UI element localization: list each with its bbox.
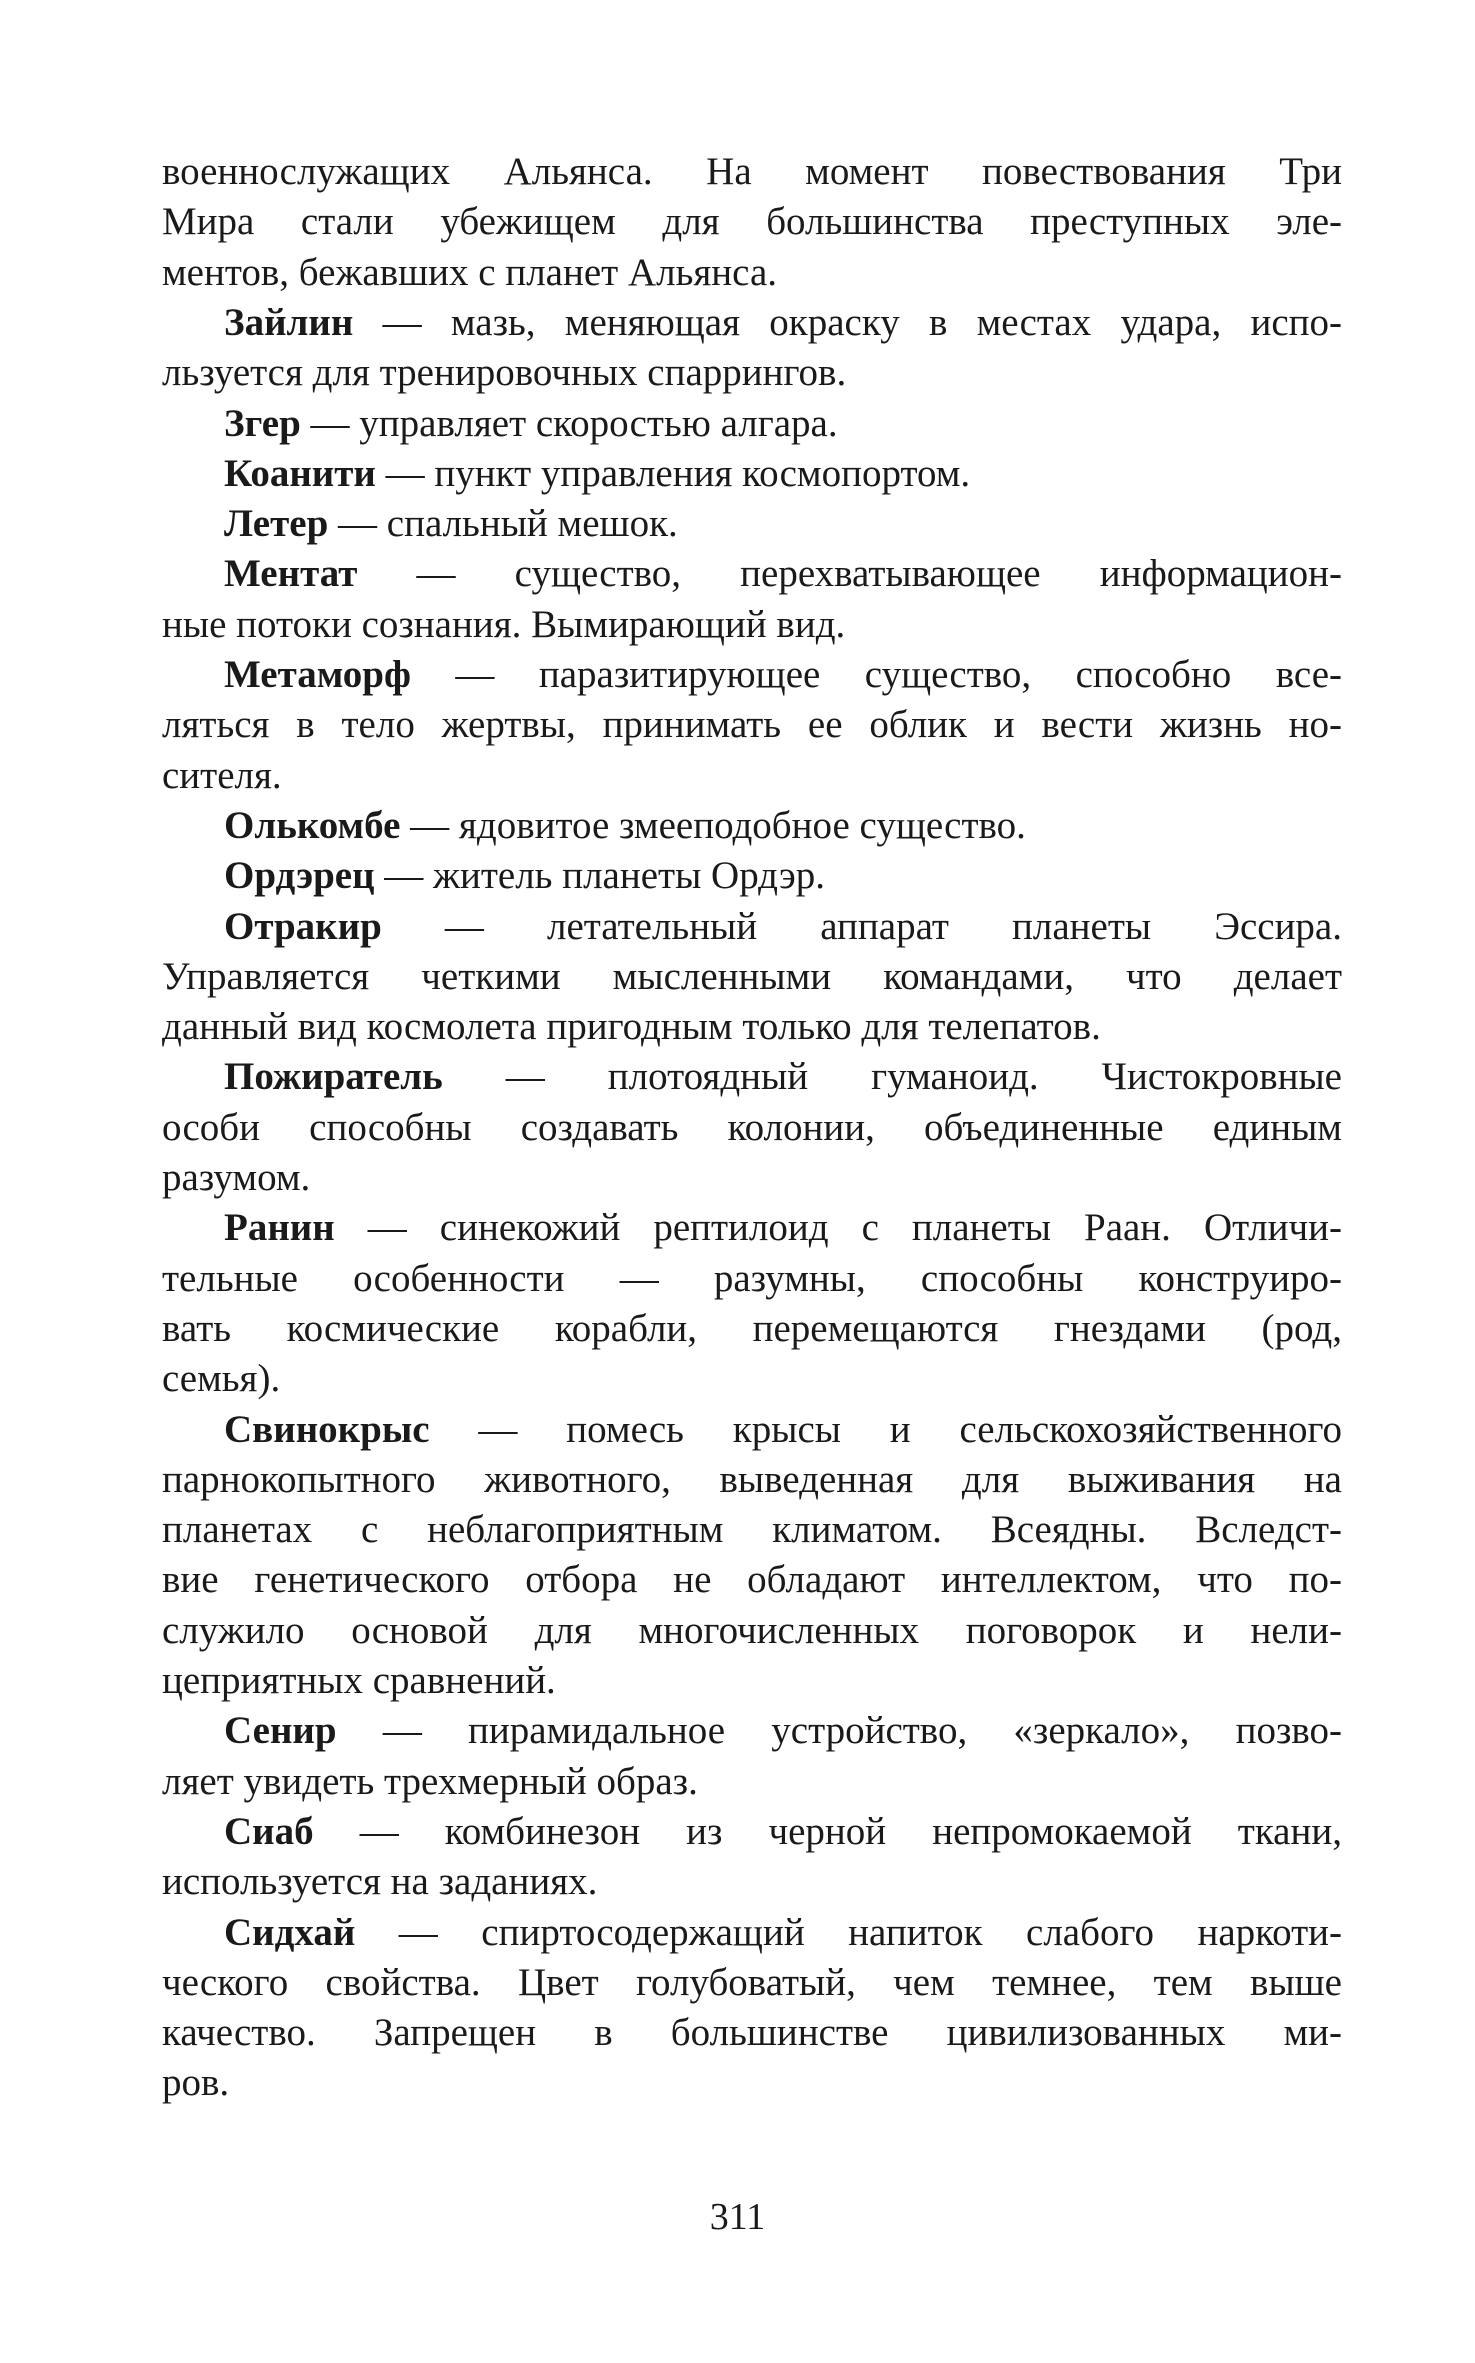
text-line [162, 197, 1342, 247]
text-line [162, 348, 1342, 398]
text-line [162, 600, 1342, 650]
text-line [162, 751, 1342, 801]
glossary-definition: — ядовитое змееподобное существо. [400, 803, 1026, 847]
glossary-term: Летер [224, 502, 329, 546]
glossary-definition: — спиртосодержащий напиток слабого наркоти- [355, 1910, 1342, 1954]
glossary-term: Отракир [224, 904, 382, 948]
glossary-term: Сенир [224, 1709, 337, 1753]
glossary-term: Зайлин [224, 300, 354, 344]
text-line [224, 549, 1342, 599]
glossary-term: Ордэрец [224, 854, 375, 898]
text-line [162, 700, 1342, 750]
glossary-definition: — паразитирующее существо, способно все- [410, 653, 1342, 696]
glossary-term: Згер [224, 401, 301, 445]
text-line [162, 1354, 1342, 1404]
text-line [162, 1153, 1342, 1203]
text-line [162, 1606, 1342, 1656]
text-line [162, 2008, 1342, 2058]
text-line [162, 1455, 1342, 1505]
line-text: ляться в тело жертвы, принимать ее облик и вести жизнь но- [162, 703, 1342, 747]
glossary-definition: — управляет скоростью алгара. [300, 401, 838, 445]
page-number: 311 [709, 2196, 766, 2238]
glossary-definition: — житель планеты Ордэр. [374, 854, 825, 898]
text-line [224, 902, 1342, 952]
glossary-term: Метаморф [224, 653, 411, 696]
glossary-definition: — помесь крысы и сельскохозяйственного [429, 1407, 1342, 1451]
glossary-term: Свинокрыс [224, 1407, 430, 1451]
text-line [162, 147, 1342, 197]
text-line [224, 1807, 1342, 1857]
text-line [224, 449, 1342, 499]
glossary-term: Пожиратель [224, 1055, 443, 1099]
text-line [224, 1405, 1342, 1455]
glossary-definition: — мазь, меняющая окраску в местах удара, испо- [353, 300, 1342, 344]
glossary-definition: — плотоядный гуманоид. Чистокровные [442, 1055, 1342, 1099]
line-text: качество. Запрещен в большинстве цивилизованных ми- [162, 2011, 1342, 2055]
line-text: тельные особенности — разумны, способны конструиро- [162, 1256, 1342, 1300]
text-line [224, 298, 1342, 348]
text-line [162, 248, 1342, 298]
line-text: используется на заданиях. [162, 1860, 598, 1904]
line-text: Мира стали убежищем для большинства преступных эле- [162, 200, 1342, 244]
line-text: ляет увидеть трехмерный образ. [162, 1759, 698, 1803]
text-line [224, 1203, 1342, 1253]
line-text: планетах с неблагоприятным климатом. Всеядны. Вследст- [162, 1508, 1342, 1552]
line-text: ческого свойства. Цвет голубоватый, чем темнее, тем выше [162, 1960, 1342, 2004]
glossary-definition: — синекожий рептилоид с планеты Раан. Отличи- [334, 1206, 1342, 1250]
text-line [224, 399, 1342, 449]
line-text: вие генетического отбора не обладают интеллектом, что по- [162, 1558, 1342, 1602]
text-line [162, 952, 1342, 1002]
text-line [224, 1052, 1342, 1102]
text-line [224, 1908, 1342, 1958]
glossary-definition: — существо, перехватывающее информацион- [357, 552, 1342, 596]
line-text: данный вид космолета пригодным только для телепатов. [162, 1005, 1101, 1049]
line-text: особи способны создавать колонии, объединенные единым [162, 1105, 1342, 1149]
glossary-term: Коанити [224, 451, 376, 495]
glossary-term: Сиаб [224, 1809, 314, 1853]
glossary-definition: — спальный мешок. [328, 502, 678, 546]
text-line [162, 1958, 1342, 2008]
line-text: разумом. [162, 1156, 311, 1199]
line-text: ментов, бежавших с планет Альянса. [162, 250, 778, 294]
text-line [162, 1103, 1342, 1153]
line-text: сителя. [162, 753, 282, 797]
glossary-definition: — пирамидальное устройство, «зеркало», позво- [336, 1709, 1342, 1753]
glossary-definition: — комбинезон из черной непромокаемой ткани, [313, 1809, 1342, 1853]
glossary-term: Сидхай [224, 1910, 356, 1954]
line-text: цеприятных сравнений. [162, 1659, 556, 1702]
line-text: парнокопытного животного, выведенная для выживания на [162, 1457, 1342, 1501]
text-line [162, 1555, 1342, 1605]
text-line [224, 851, 1342, 901]
text-line [162, 1505, 1342, 1555]
glossary-term: Ментат [224, 552, 358, 596]
line-text: семья). [162, 1357, 281, 1401]
text-line [162, 1254, 1342, 1304]
text-line [162, 1656, 1342, 1706]
text-line [162, 1757, 1342, 1807]
glossary-term: Олькомбе [224, 803, 401, 847]
line-text: льзуется для тренировочных спаррингов. [162, 351, 847, 395]
text-line [224, 650, 1342, 700]
text-line [162, 1304, 1342, 1354]
line-text: вать космические корабли, перемещаются гнездами (род, [162, 1306, 1342, 1350]
text-line [162, 2058, 1342, 2108]
line-text: служило основой для многочисленных поговорок и нели- [162, 1608, 1342, 1652]
text-line [224, 1706, 1342, 1756]
line-text: ные потоки сознания. Вымирающий вид. [162, 602, 846, 646]
glossary-term: Ранин [224, 1206, 335, 1250]
text-line [162, 1002, 1342, 1052]
text-line [162, 1857, 1342, 1907]
line-text: военнослужащих Альянса. На момент повествования Три [162, 150, 1342, 193]
text-line [224, 499, 1342, 549]
line-text: ров. [162, 2061, 230, 2105]
glossary-definition: — летательный аппарат планеты Эссира. [381, 904, 1342, 948]
glossary-definition: — пункт управления космопортом. [375, 451, 971, 495]
text-line [224, 801, 1342, 851]
line-text: Управляется четкими мысленными командами, что делает [162, 954, 1342, 998]
